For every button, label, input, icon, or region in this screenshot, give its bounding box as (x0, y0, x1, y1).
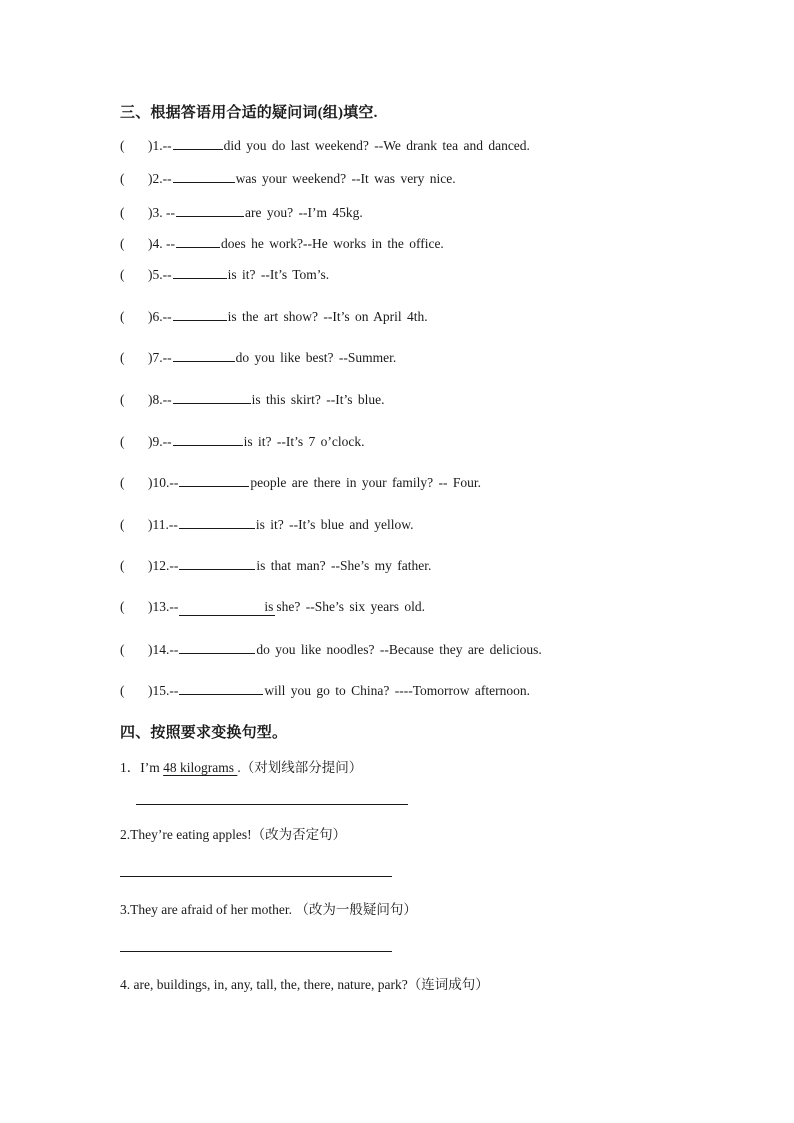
question-number: )10.-- (148, 475, 179, 490)
fill-blank[interactable] (179, 474, 249, 487)
question-text: is it? --It’s 7 o’clock. (243, 434, 365, 449)
fill-blank[interactable] (173, 391, 251, 404)
question-text: will you go to China? ----Tomorrow afternoon. (264, 683, 530, 698)
question-number: )2.-- (148, 171, 172, 186)
question-text: is the art show? --It’s on April 4th. (227, 309, 428, 324)
question-6 (120, 308, 428, 325)
answer-line-1[interactable] (136, 804, 408, 805)
item-text: 1．I’m (120, 760, 164, 775)
answer-paren[interactable]: ( (120, 558, 125, 573)
fill-blank[interactable] (173, 349, 235, 362)
question-13 (120, 599, 425, 616)
answer-paren[interactable]: ( (120, 138, 125, 153)
fill-blank[interactable]: is (179, 599, 275, 616)
item-text: 3.They are afraid of her mother. （改为一般疑问句） (120, 902, 417, 917)
question-11 (120, 516, 413, 533)
transform-item-1 (120, 756, 362, 776)
answer-paren[interactable]: ( (120, 350, 125, 365)
answer-line-2[interactable] (120, 876, 392, 877)
answer-paren[interactable]: ( (120, 205, 125, 220)
answer-paren[interactable]: ( (120, 517, 125, 532)
question-14 (120, 641, 542, 658)
question-number: )15.-- (148, 683, 179, 698)
question-number: )13.-- (148, 599, 179, 614)
fill-blank[interactable] (173, 137, 223, 150)
answer-paren[interactable]: ( (120, 434, 125, 449)
question-5 (120, 266, 329, 283)
fill-blank[interactable] (179, 641, 255, 654)
question-10 (120, 474, 481, 491)
fill-blank[interactable] (179, 682, 263, 695)
transform-item-3 (120, 898, 417, 918)
question-number: )8.-- (148, 392, 172, 407)
transform-item-4 (120, 973, 489, 993)
answer-line-3[interactable] (120, 951, 392, 952)
answer-paren[interactable]: ( (120, 236, 125, 251)
fill-blank[interactable] (176, 235, 220, 248)
question-number: )9.-- (148, 434, 172, 449)
question-text: was your weekend? --It was very nice. (235, 171, 456, 186)
question-text: do you like best? --Summer. (235, 350, 397, 365)
question-12 (120, 557, 431, 574)
question-text: she? --She’s six years old. (276, 599, 425, 614)
transform-item-2 (120, 823, 346, 843)
underlined-phrase: 48 kilograms (163, 760, 238, 775)
question-number: )12.-- (148, 558, 179, 573)
question-1 (120, 137, 530, 154)
question-7 (120, 349, 396, 366)
question-9 (120, 433, 364, 450)
answer-paren[interactable]: ( (120, 392, 125, 407)
answer-paren[interactable]: ( (120, 683, 125, 698)
question-8 (120, 391, 385, 408)
question-text: is that man? --She’s my father. (256, 558, 432, 573)
question-text: are you? --I’m 45kg. (245, 205, 363, 220)
question-2 (120, 170, 456, 187)
fill-blank[interactable] (179, 557, 255, 570)
section-3-heading: 三、根据答语用合适的疑问词(组)填空. (120, 105, 378, 121)
question-number: )1.-- (148, 138, 172, 153)
answer-paren[interactable]: ( (120, 267, 125, 282)
question-number: )5.-- (148, 267, 172, 282)
question-number: )3. -- (148, 205, 175, 220)
question-number: )11.-- (148, 517, 178, 532)
fill-blank[interactable] (176, 204, 244, 217)
question-text: do you like noodles? --Because they are delicious. (256, 642, 542, 657)
question-3 (120, 204, 363, 221)
question-number: )7.-- (148, 350, 172, 365)
fill-blank[interactable] (173, 170, 235, 183)
item-instruction: .（对划线部分提问） (237, 760, 363, 775)
fill-blank[interactable] (173, 433, 243, 446)
question-text: does he work?--He works in the office. (221, 236, 444, 251)
question-number: )6.-- (148, 309, 172, 324)
question-number: )4. -- (148, 236, 175, 251)
question-text: is it? --It’s blue and yellow. (255, 517, 414, 532)
fill-blank[interactable] (179, 516, 255, 529)
answer-paren[interactable]: ( (120, 642, 125, 657)
item-text: 2.They’re eating apples!（改为否定句） (120, 827, 347, 842)
fill-blank[interactable] (173, 266, 227, 279)
answer-paren[interactable]: ( (120, 309, 125, 324)
fill-blank[interactable] (173, 308, 227, 321)
question-text: is this skirt? --It’s blue. (251, 392, 385, 407)
question-number: )14.-- (148, 642, 179, 657)
answer-paren[interactable]: ( (120, 171, 125, 186)
question-4 (120, 235, 444, 252)
question-text: did you do last weekend? --We drank tea and danced. (223, 138, 530, 153)
section-4-heading: 四、按照要求变换句型。 (120, 725, 288, 741)
answer-paren[interactable]: ( (120, 599, 125, 614)
question-text: people are there in your family? -- Four. (250, 475, 482, 490)
question-15 (120, 682, 530, 699)
answer-paren[interactable]: ( (120, 475, 125, 490)
item-text: 4. are, buildings, in, any, tall, the, there, nature, park?（连词成句） (120, 977, 489, 992)
question-text: is it? --It’s Tom’s. (227, 267, 330, 282)
